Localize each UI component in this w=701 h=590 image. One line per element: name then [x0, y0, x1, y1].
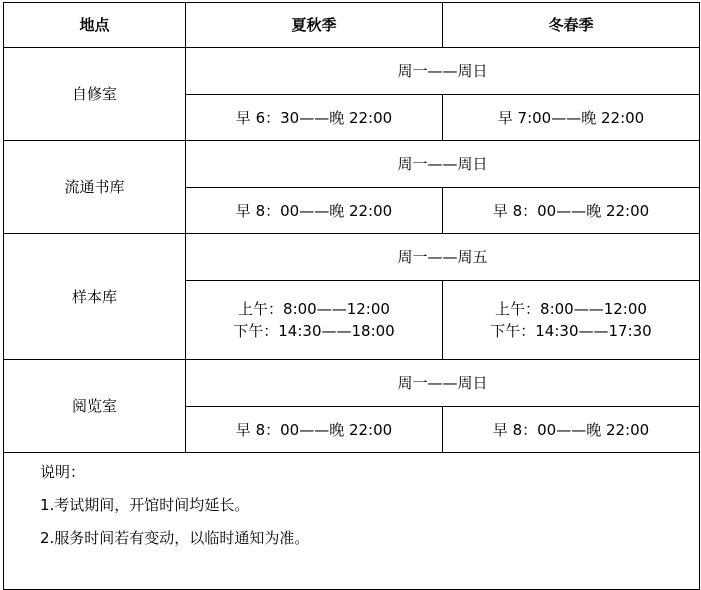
notes-cell [4, 453, 700, 590]
afternoon-hours-text: 下午：14:30——18:00 [233, 322, 395, 340]
table-row [4, 141, 700, 188]
table-row [4, 360, 700, 407]
winter-spring-hours-cell [443, 281, 700, 360]
location-cell: 样本库 [4, 234, 186, 360]
morning-hours-text: 上午：8:00——12:00 [495, 300, 647, 318]
afternoon-hours-text: 下午：14:30——17:30 [490, 322, 652, 340]
summer-autumn-hours-cell [186, 407, 443, 453]
note-item: 2.服务时间若有变动，以临时通知为准。 [40, 529, 310, 547]
header-location: 地点 [4, 3, 186, 48]
location-cell: 流通书库 [4, 141, 186, 234]
hours-text: 早 8：00——晚 22:00 [235, 420, 393, 439]
header-winter-spring: 冬春季 [443, 3, 700, 48]
note-item: 1.考试期间，开馆时间均延长。 [40, 496, 250, 514]
hours-text: 早 8：00——晚 22:00 [492, 420, 650, 439]
location-cell: 自修室 [4, 48, 186, 141]
days-cell: 周一——周五 [186, 234, 700, 281]
morning-hours-text: 上午：8:00——12:00 [238, 300, 390, 318]
summer-autumn-hours-cell [186, 281, 443, 360]
days-cell: 周一——周日 [186, 141, 700, 188]
days-cell: 周一——周日 [186, 360, 700, 407]
hours-text: 早 8：00——晚 22:00 [492, 201, 650, 220]
hours-text: 早 8：00——晚 22:00 [235, 201, 393, 220]
summer-autumn-hours-cell [186, 95, 443, 141]
summer-autumn-hours-cell [186, 188, 443, 234]
table-row [4, 48, 700, 95]
opening-hours-table [3, 2, 700, 590]
header-summer-autumn: 夏秋季 [186, 3, 443, 48]
winter-spring-hours-cell [443, 188, 700, 234]
winter-spring-hours-cell [443, 407, 700, 453]
winter-spring-hours-cell [443, 95, 700, 141]
notes-title: 说明： [40, 463, 86, 481]
table-row [4, 234, 700, 281]
days-cell: 周一——周日 [186, 48, 700, 95]
hours-text: 早 6：30——晚 22:00 [235, 108, 393, 127]
header-row [4, 3, 700, 48]
notes-row [4, 453, 700, 590]
location-cell: 阅览室 [4, 360, 186, 453]
hours-text: 早 7:00——晚 22:00 [497, 108, 645, 127]
